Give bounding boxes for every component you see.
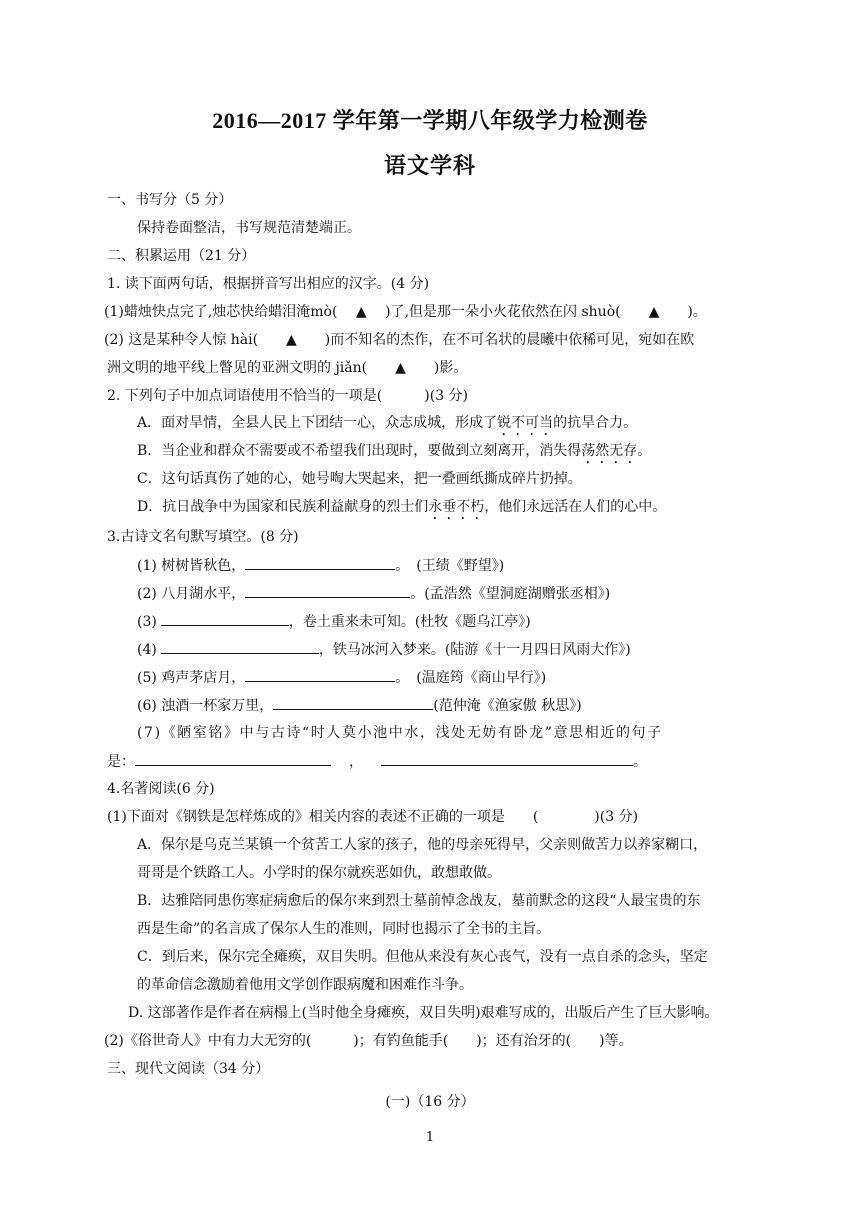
dotted-phrase: 锐不可当 (497, 415, 554, 431)
option-d: D. 这部著作是作者在病榻上(当时他全身瘫痪，双目失明)艰难写成的，出版后产生了巨大影响。 (128, 1005, 719, 1021)
answer-blank[interactable] (135, 751, 331, 766)
option-c-cont: 的革命信念激励着他用文学创作跟病魔和困难作斗争。 (137, 977, 473, 993)
fill-text: 是： (107, 754, 135, 770)
question-heading: 3.古诗文名句默写填空。(8 分) (107, 529, 299, 545)
option-a-cont: 哥哥是个铁路工人。小学时的保尔就疾恶如仇，敢想敢做。 (137, 865, 501, 881)
answer-blank[interactable] (245, 555, 395, 570)
fill-text: (4) (137, 642, 157, 658)
question-text: (7)《陋室铭》中与古诗“时人莫小池中水，浅处无妨有卧龙”意思相近的句子 (137, 725, 663, 741)
fill-text: ，铁马冰河入梦来。(陆游《十一月四日风雨大作》) (318, 642, 631, 658)
answer-blank[interactable] (161, 639, 319, 654)
option-a: A．保尔是乌克兰某镇一个贫苦工人家的孩子，他的母亲死得早，父亲则做苦力以养家糊口， (137, 837, 708, 853)
fill-line (137, 695, 787, 716)
fill-line (137, 667, 787, 688)
question-text: 洲文明的地平线上瞥见的亚洲文明的 jiǎn( ▲ )影。 (107, 360, 468, 376)
option-text: ，他们永远活在人们的心中。 (484, 499, 667, 515)
fill-line (137, 583, 787, 604)
answer-blank[interactable] (245, 583, 410, 598)
option-b (137, 441, 787, 467)
fill-text: 。 (王绩《野望》) (395, 558, 505, 574)
section-heading: 二、积累运用（21 分） (107, 248, 256, 264)
fill-line (107, 751, 757, 772)
fill-text: (6) 浊酒一杯家万里， (137, 698, 274, 714)
dotted-phrase: 永垂不朽 (428, 499, 485, 515)
fill-text: (1) 树树皆秋色， (137, 558, 246, 574)
fill-text: (2) 八月湖水平， (137, 586, 246, 602)
subsection-heading: (一)（16 分） (385, 1094, 475, 1110)
option-c: C．这句话真伤了她的心，她号啕大哭起来，把一叠画纸撕成碎片扔掉。 (137, 471, 582, 487)
option-text: A．面对旱情，全县人民上下团结一心，众志成城，形成了 (137, 415, 498, 431)
page-subtitle: 语文学科 (383, 153, 476, 178)
fill-text: (5) 鸡声茅店月， (137, 670, 246, 686)
option-text: B．当企业和群众不需要或不希望我们出现时，要做到立刻离开，消失得 (137, 443, 582, 459)
question-text: (2)《俗世奇人》中有力大无穷的( )；有钓鱼能手( )；还有治牙的( )等。 (104, 1033, 633, 1049)
fill-text: 。 (633, 754, 647, 770)
answer-blank[interactable] (161, 611, 289, 626)
option-b-cont: 西是生命”的名言成了保尔人生的准则，同时也揭示了全书的主旨。 (137, 921, 551, 937)
question-heading: 2. 下列句子中加点词语使用不恰当的一项是( )(3 分) (107, 388, 469, 404)
page-title: 2016—2017 学年第一学期八年级学力检测卷 (212, 108, 648, 133)
fill-line (137, 611, 787, 632)
fill-text: (3) (137, 614, 157, 630)
option-text: 的抗旱合力。 (553, 415, 638, 431)
fill-text: 。(孟浩然《望洞庭湖赠张丞相》) (410, 586, 611, 602)
option-text: D．抗日战争中为国家和民族利益献身的烈士们 (137, 499, 429, 515)
fill-text: (范仲淹《渔家傲 秋思》) (433, 698, 582, 714)
section-heading: 三、现代文阅读（34 分） (107, 1061, 270, 1077)
option-a (137, 413, 787, 439)
page-number: 1 (425, 1130, 435, 1145)
fill-text: 。 (温庭筠《商山早行》) (395, 670, 547, 686)
question-text: (1)蜡烛快点完了,烛芯快给蜡泪淹mò( ▲ )了,但是那一朵小火花依然在闪 shuò( ▲ )。 (104, 304, 707, 320)
section-text: 保持卷面整洁，书写规范清楚端正。 (137, 220, 361, 236)
question-heading: 1. 读下面两句话，根据拼音写出相应的汉字。(4 分) (107, 276, 430, 292)
option-text: 。 (637, 443, 652, 459)
question-text: (2) 这是某种令人惊 hài( ▲ )而不知名的杰作，在不可名状的晨曦中依稀可见，宛如在欧 (104, 332, 695, 348)
fill-line (137, 639, 787, 660)
section-heading: 一、书写分（5 分） (107, 192, 233, 208)
answer-blank[interactable] (245, 667, 395, 682)
option-b: B．达雅陪同患伤寒症病愈后的保尔来到烈士墓前悼念战友，墓前默念的这段“人最宝贵的东 (137, 893, 701, 909)
fill-text: ， (349, 754, 363, 770)
option-c: C．到后来，保尔完全瘫痪，双目失明。但他从来没有灰心丧气，没有一点自杀的念头，坚定 (137, 949, 708, 965)
question-heading: 4.名著阅读(6 分) (107, 781, 215, 797)
answer-blank[interactable] (273, 695, 433, 710)
question-text: (1)下面对《钢铁是怎样炼成的》相关内容的表述不正确的一项是 ( )(3 分) (107, 809, 639, 825)
option-d (137, 497, 787, 523)
fill-line (137, 555, 787, 576)
dotted-phrase: 荡然无存 (581, 443, 638, 459)
answer-blank[interactable] (381, 751, 633, 766)
fill-text: ，卷土重来未可知。(杜牧《题乌江亭》) (288, 614, 531, 630)
